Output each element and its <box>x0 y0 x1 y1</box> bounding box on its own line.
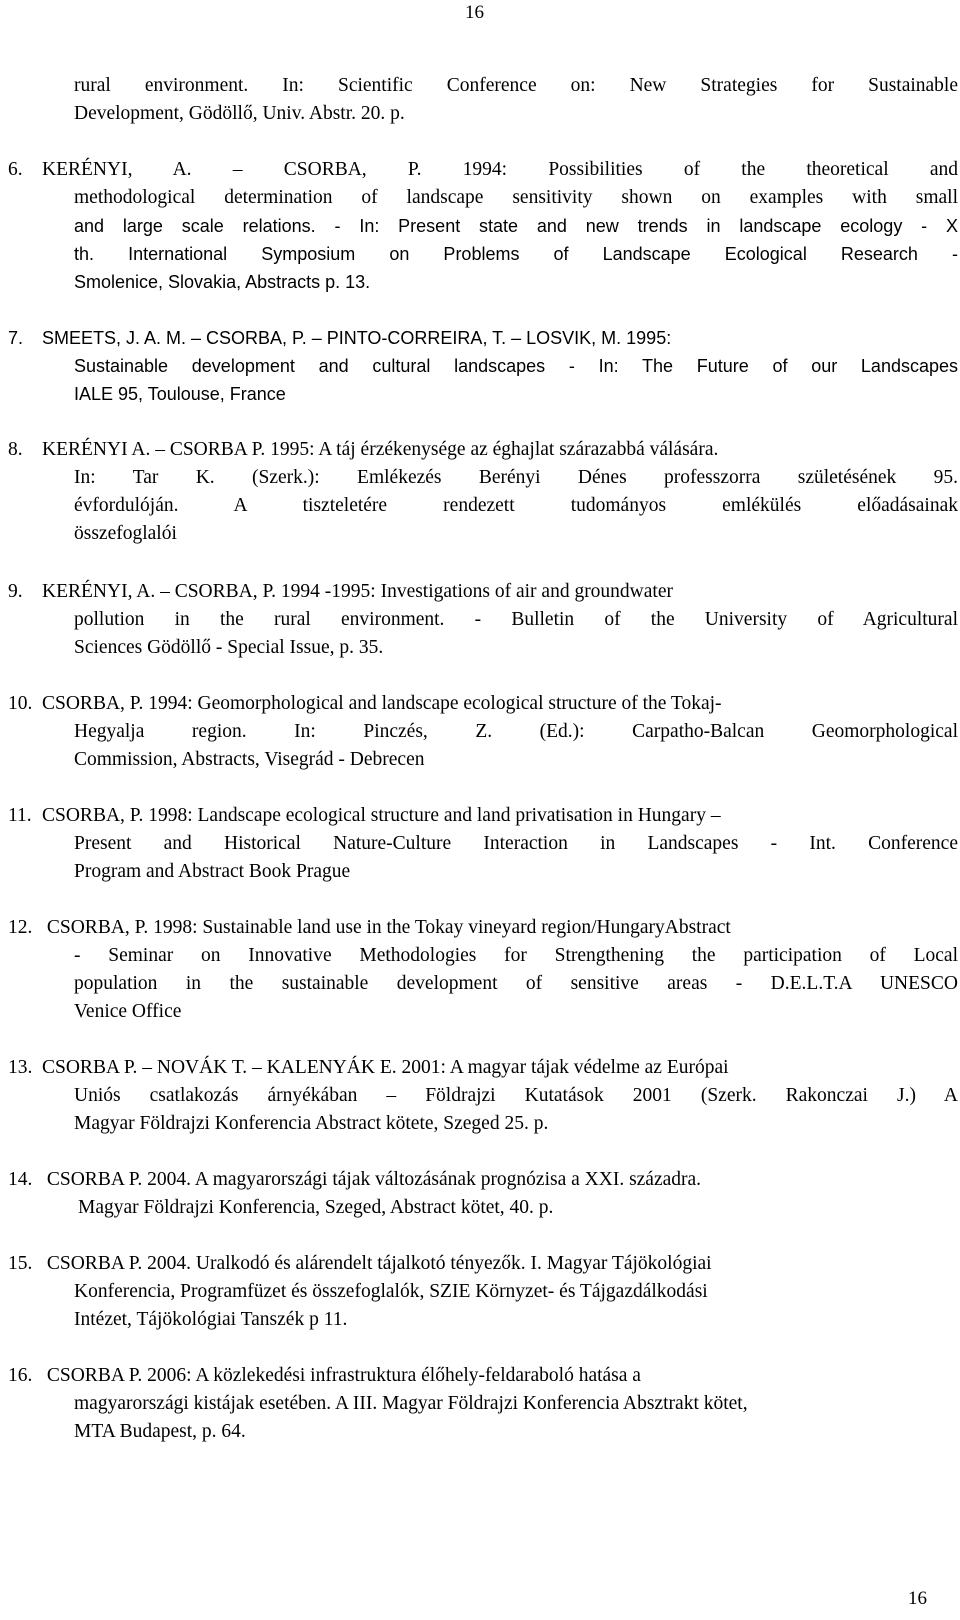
reference-number: 10. <box>8 693 33 714</box>
reference-text-line: Sustainable development and cultural landscapes - In: The Future of our Landscapes <box>74 356 958 376</box>
reference-authors-line: CSORBA P. 2004. Uralkodó és alárendelt tájalkotó tényezők. I. Magyar Tájökológiai <box>46 1253 712 1274</box>
reference-text-line: Present and Historical Nature-Culture Interaction in Landscapes - Int. Conference <box>74 833 958 854</box>
reference-text-line: Venice Office <box>74 1001 182 1022</box>
reference-text-line <box>8 1166 958 1194</box>
reference-text-line: pollution in the rural environment. - Bulletin of the University of Agricultural <box>74 609 958 630</box>
reference-text-line: Magyar Földrajzi Konferencia, Szeged, Abstract kötet, 40. p. <box>78 1197 554 1218</box>
reference-text-line <box>8 1054 958 1082</box>
reference-text-line: Sciences Gödöllő - Special Issue, p. 35. <box>74 637 384 658</box>
reference-text-line: Commission, Abstracts, Visegrád - Debrecen <box>74 749 425 770</box>
page-number-bottom: 16 <box>908 1588 927 1609</box>
reference-text-line: rural environment. In: Scientific Conference on: New Strategies for Sustainable <box>74 75 958 96</box>
page-number-top: 16 <box>465 2 484 23</box>
reference-number: 6. <box>8 159 23 180</box>
reference-authors-line: KERÉNYI, A. – CSORBA, P. 1994: Possibilities of the theoretical and <box>42 159 958 180</box>
reference-text-line: th. International Symposium on Problems of Landscape Ecological Research - <box>74 244 958 264</box>
reference-text-line: Hegyalja region. In: Pinczés, Z. (Ed.): Carpatho-Balcan Geomorphological <box>74 721 958 742</box>
reference-authors-line: CSORBA P. 2004. A magyarországi tájak változásának prognózisa a XXI. századra. <box>46 1169 702 1190</box>
reference-text-line: évfordulóján. A tiszteletére rendezett tudományos emlékülés előadásainak <box>74 495 958 516</box>
reference-text-line <box>8 436 958 464</box>
reference-text-line: methodological determination of landscape sensitivity shown on examples with small <box>74 187 958 208</box>
reference-number: 8. <box>8 439 23 460</box>
reference-text-line: magyarországi kistájak esetében. A III. Magyar Földrajzi Konferencia Absztrakt kötet, <box>74 1393 748 1414</box>
reference-text-line: Intézet, Tájökológiai Tanszék p 11. <box>74 1309 348 1330</box>
reference-number: 15. <box>8 1253 33 1274</box>
reference-number: 13. <box>8 1057 33 1078</box>
reference-number: 11. <box>8 805 32 826</box>
reference-authors-line: CSORBA, P. 1994: Geomorphological and landscape ecological structure of the Tokaj- <box>42 693 722 714</box>
reference-text-line: In: Tar K. (Szerk.): Emlékezés Berényi Dénes professzorra születésének 95. <box>74 467 958 488</box>
reference-text-line <box>8 690 958 718</box>
reference-text-line: - Seminar on Innovative Methodologies for Strengthening the participation of Local <box>74 945 958 966</box>
reference-text-line: Konferencia, Programfüzet és összefoglalók, SZIE Környzet- és Tájgazdálkodási <box>74 1281 708 1302</box>
reference-number: 7. <box>8 328 24 348</box>
reference-text-line: összefoglalói <box>74 523 177 544</box>
reference-number: 9. <box>8 581 23 602</box>
reference-text-line: Development, Gödöllő, Univ. Abstr. 20. p. <box>74 103 405 124</box>
reference-text-line: Program and Abstract Book Prague <box>74 861 351 882</box>
reference-number: 12. <box>8 917 33 938</box>
reference-text-line <box>8 802 958 830</box>
reference-authors-line: KERÉNYI A. – CSORBA P. 1995: A táj érzékenysége az éghajlat szárazabbá válására. <box>42 439 719 460</box>
reference-text-line: Uniós csatlakozás árnyékában – Földrajzi Kutatások 2001 (Szerk. Rakonczai J.) A <box>74 1085 958 1106</box>
reference-text-line <box>8 156 958 184</box>
reference-text-line: Smolenice, Slovakia, Abstracts p. 13. <box>74 272 371 292</box>
reference-text-line: Magyar Földrajzi Konferencia Abstract kötete, Szeged 25. p. <box>74 1113 549 1134</box>
reference-text-line: IALE 95, Toulouse, France <box>74 384 286 404</box>
reference-text-line <box>8 324 958 352</box>
reference-text-line <box>8 578 958 606</box>
reference-authors-line: CSORBA, P. 1998: Landscape ecological structure and land privatisation in Hungary – <box>42 805 721 826</box>
reference-authors-line: CSORBA, P. 1998: Sustainable land use in the Tokay vineyard region/HungaryAbstract <box>46 917 731 938</box>
reference-number: 16. <box>8 1365 33 1386</box>
reference-text-line <box>8 914 958 942</box>
reference-text-line: and large scale relations. - In: Present state and new trends in landscape ecology - X <box>74 216 958 236</box>
reference-text-line: population in the sustainable development of sensitive areas - D.E.L.T.A UNESCO <box>74 973 958 994</box>
reference-number: 14. <box>8 1169 33 1190</box>
reference-text-line: MTA Budapest, p. 64. <box>74 1421 246 1442</box>
reference-authors-line: CSORBA P. – NOVÁK T. – KALENYÁK E. 2001: A magyar tájak védelme az Európai <box>42 1057 729 1078</box>
reference-text-line <box>8 1362 958 1390</box>
reference-authors-line: SMEETS, J. A. M. – CSORBA, P. – PINTO-CORREIRA, T. – LOSVIK, M. 1995: <box>42 328 672 348</box>
reference-authors-line: CSORBA P. 2006: A közlekedési infrastruktura élőhely-feldaraboló hatása a <box>46 1365 641 1386</box>
reference-authors-line: KERÉNYI, A. – CSORBA, P. 1994 -1995: Investigations of air and groundwater <box>42 581 673 602</box>
reference-text-line <box>8 1250 958 1278</box>
